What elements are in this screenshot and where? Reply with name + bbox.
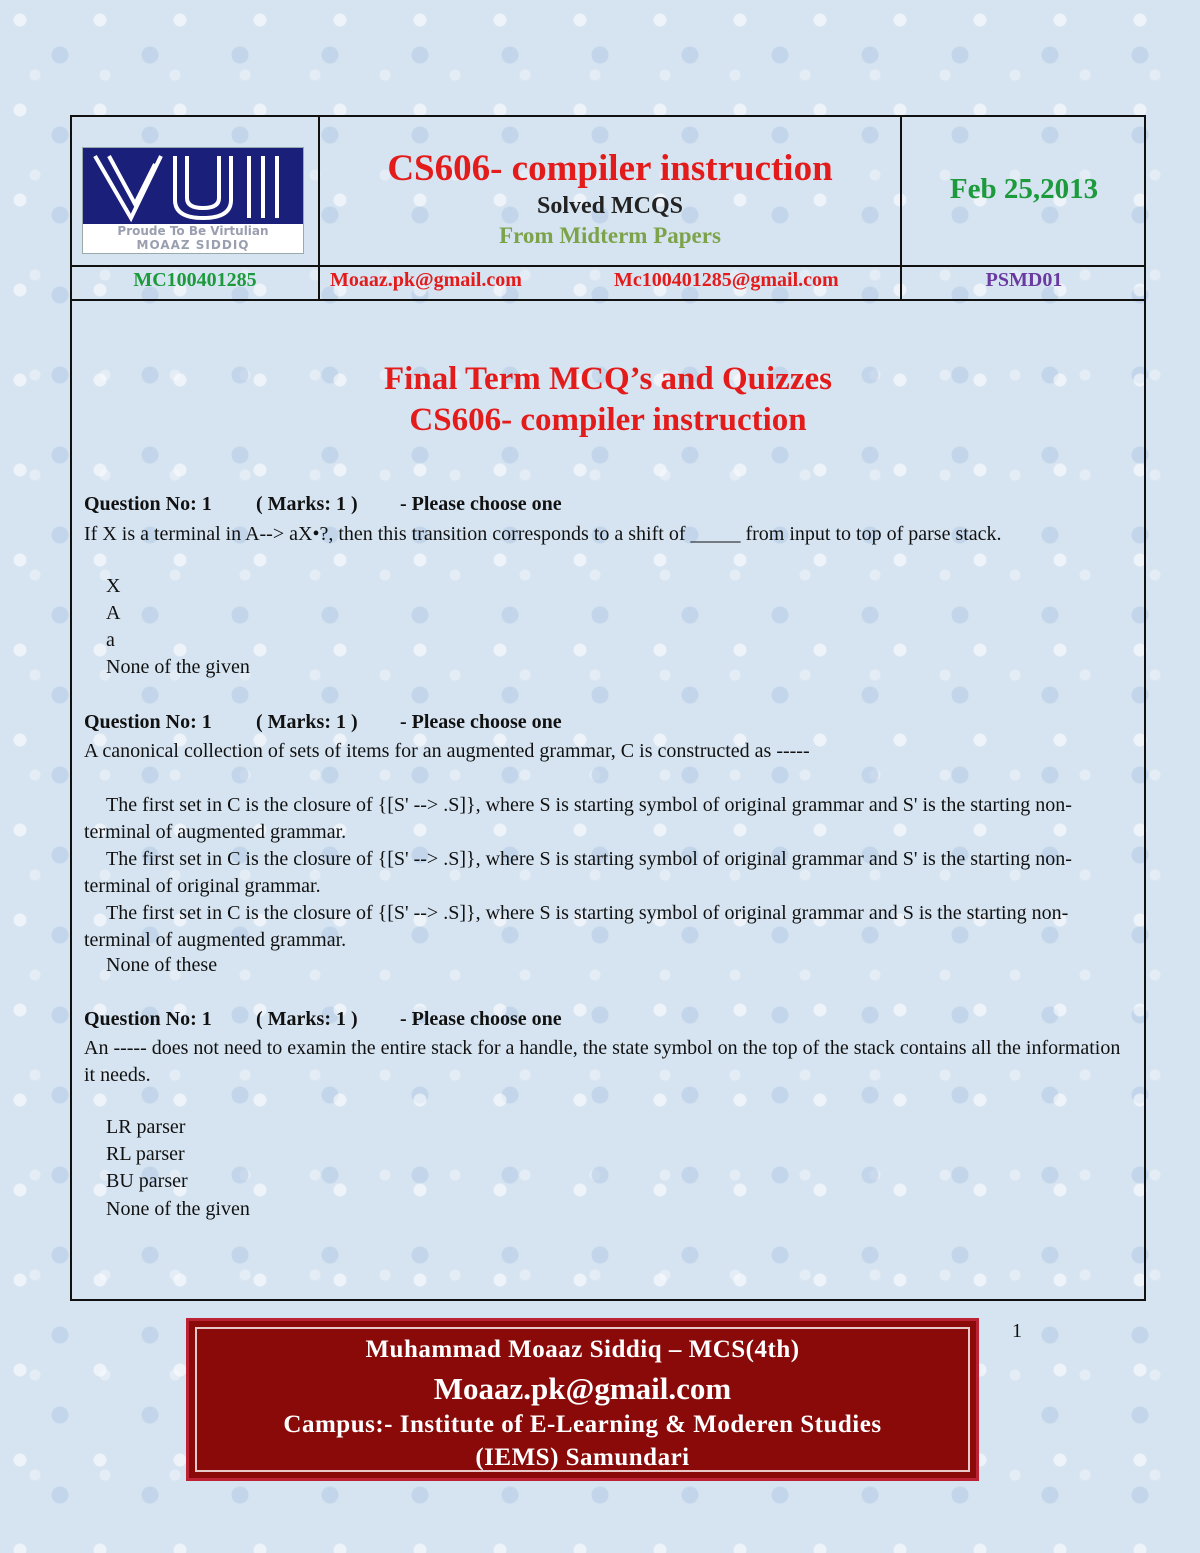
option[interactable]: The first set in C is the closure of {[S' --> .S]}, where S is starting symbol of original grammar and S is the starting non-terminal of augmented grammar. bbox=[84, 902, 1069, 951]
question-marks: ( Marks: 1 ) bbox=[256, 711, 358, 733]
student-id: MC100401285 bbox=[133, 269, 257, 291]
date: Feb 25,2013 bbox=[949, 173, 1099, 205]
header-divider bbox=[72, 265, 1144, 267]
option[interactable]: X bbox=[106, 575, 121, 597]
footer-email[interactable]: Moaaz.pk@gmail.com bbox=[433, 1371, 732, 1406]
contact-divider bbox=[72, 299, 1144, 301]
email-link-2[interactable]: Mc100401285@gmail.com bbox=[614, 269, 839, 291]
main-title-line1: Final Term MCQ’s and Quizzes bbox=[384, 361, 832, 397]
document-frame bbox=[70, 115, 1146, 1301]
option[interactable]: None of these bbox=[106, 954, 218, 976]
main-title-line2: CS606- compiler instruction bbox=[409, 402, 807, 438]
option[interactable]: A bbox=[106, 602, 121, 624]
footer-campus: Campus:- Institute of E-Learning & Moderen Studies bbox=[283, 1411, 882, 1438]
footer-banner bbox=[186, 1318, 979, 1481]
question-marks: ( Marks: 1 ) bbox=[256, 493, 358, 515]
logo-author: MOAAZ SIDDIQ bbox=[136, 238, 250, 252]
question-text: If X is a terminal in A--> aX•?, then this transition corresponds to a shift of _____ from input to top of parse stack. bbox=[84, 523, 1002, 545]
course-code: PSMD01 bbox=[985, 269, 1063, 291]
subtitle: Solved MCQS bbox=[536, 193, 683, 219]
question-instruction: - Please choose one bbox=[400, 1008, 562, 1030]
question-instruction: - Please choose one bbox=[400, 711, 562, 733]
page-number: 1 bbox=[1012, 1320, 1022, 1342]
option[interactable]: RL parser bbox=[106, 1143, 185, 1165]
option[interactable]: None of the given bbox=[106, 656, 250, 678]
option[interactable]: The first set in C is the closure of {[S' --> .S]}, where S is starting symbol of original grammar and S' is the starting non-terminal of original grammar. bbox=[84, 848, 1072, 897]
question-number: Question No: 1 bbox=[84, 711, 212, 733]
course-title: CS606- compiler instruction bbox=[387, 148, 833, 189]
option[interactable]: BU parser bbox=[106, 1170, 188, 1192]
question-number: Question No: 1 bbox=[84, 1008, 212, 1030]
question-number: Question No: 1 bbox=[84, 493, 212, 515]
logo-tagline: Proude To Be Virtulian bbox=[117, 224, 269, 238]
footer-author: Muhammad Moaaz Siddiq – MCS(4th) bbox=[365, 1336, 800, 1363]
question-text: An ----- does not need to examin the entire stack for a handle, the state symbol on the top of the stack contains all the information it needs. bbox=[84, 1037, 1121, 1086]
question-text: A canonical collection of sets of items for an augmented grammar, C is constructed as ----- bbox=[84, 740, 810, 762]
email-link-1[interactable]: Moaaz.pk@gmail.com bbox=[330, 269, 522, 291]
from-line: From Midterm Papers bbox=[499, 223, 721, 248]
option[interactable]: a bbox=[106, 629, 115, 651]
option[interactable]: None of the given bbox=[106, 1198, 250, 1220]
vu-logo bbox=[82, 147, 304, 254]
option[interactable]: The first set in C is the closure of {[S' --> .S]}, where S is starting symbol of original grammar and S' is the starting non-terminal of augmented grammar. bbox=[84, 794, 1072, 843]
option[interactable]: LR parser bbox=[106, 1116, 186, 1138]
question-marks: ( Marks: 1 ) bbox=[256, 1008, 358, 1030]
footer-campus-location: (IEMS) Samundari bbox=[475, 1444, 690, 1471]
question-instruction: - Please choose one bbox=[400, 493, 562, 515]
